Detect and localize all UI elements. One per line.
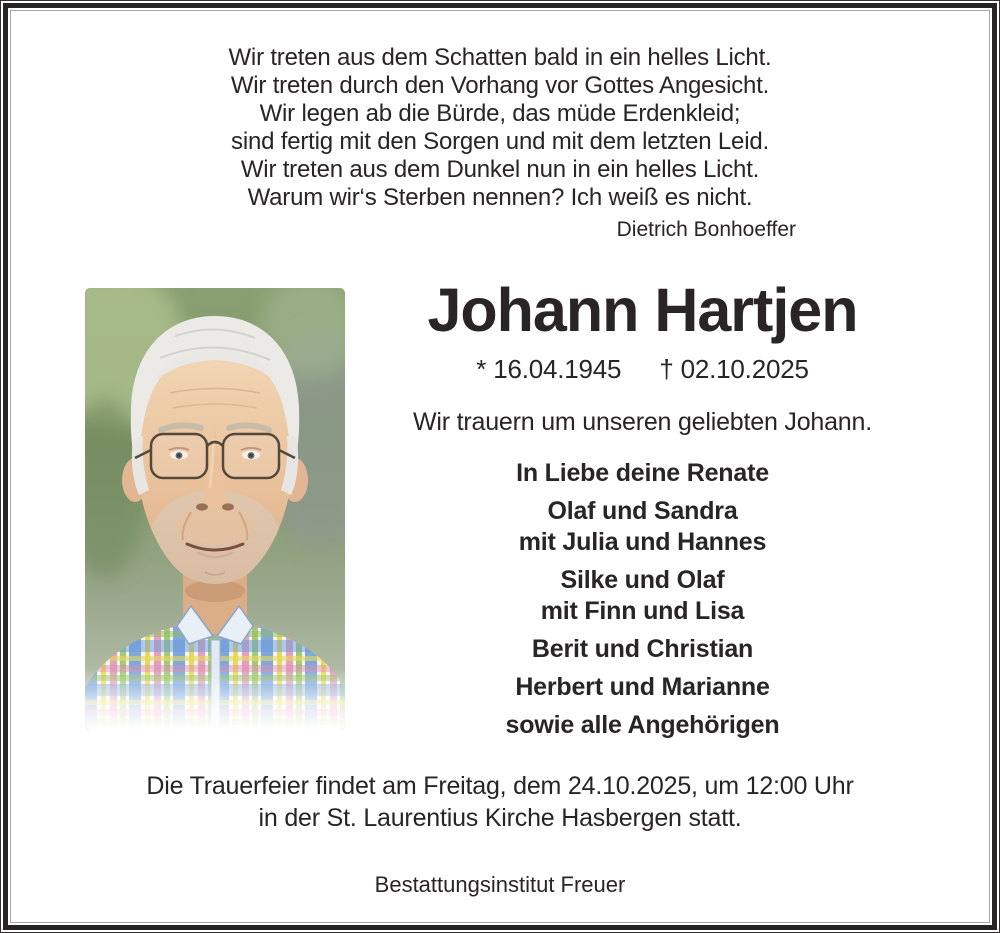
- family-line: sowie alle Angehörigen: [505, 711, 780, 739]
- family-line: Herbert und Marianne: [515, 673, 770, 701]
- funeral-info-line: in der St. Laurentius Kirche Hasbergen statt.: [258, 804, 742, 832]
- funeral-home-name: Bestattungsinstitut Freuer: [374, 872, 626, 897]
- family-line: In Liebe deine Renate: [516, 459, 769, 487]
- mourning-column: [350, 278, 935, 741]
- portrait-photo-image: [85, 288, 345, 730]
- poem-line: Wir treten aus dem Dunkel nun in ein helles Licht.: [240, 156, 760, 183]
- family-list: [350, 458, 935, 741]
- poem-line: sind fertig mit den Sorgen und mit dem letzten Leid.: [231, 128, 769, 155]
- birth-date: * 16.04.1945: [476, 354, 622, 384]
- poem-line: Wir treten aus dem Schatten bald in ein helles Licht.: [228, 44, 772, 71]
- poem-line: Wir legen ab die Bürde, das müde Erdenkleid;: [259, 100, 741, 127]
- memorial-poem: [0, 44, 1000, 242]
- life-dates: [350, 354, 935, 385]
- family-line: mit Finn und Lisa: [540, 597, 745, 625]
- poem-attribution: Dietrich Bonhoeffer: [616, 218, 796, 241]
- poem-line: Wir treten durch den Vorhang vor Gottes Angesicht.: [230, 72, 770, 99]
- family-line: mit Julia und Hannes: [518, 528, 767, 556]
- poem-line: Warum wir‘s Sterben nennen? Ich weiß es nicht.: [247, 184, 753, 211]
- family-line: Olaf und Sandra: [547, 497, 738, 525]
- family-line: Silke und Olaf: [560, 566, 725, 594]
- family-line: Berit und Christian: [531, 635, 754, 663]
- funeral-info: [0, 770, 1000, 834]
- death-date: † 02.10.2025: [659, 354, 809, 384]
- deceased-name: Johann Hartjen: [427, 276, 858, 344]
- funeral-info-line: Die Trauerfeier findet am Freitag, dem 24.10.2025, um 12:00 Uhr: [146, 772, 854, 800]
- mourning-intro: Wir trauern um unseren geliebten Johann.: [413, 408, 872, 436]
- portrait-photo: [85, 288, 345, 730]
